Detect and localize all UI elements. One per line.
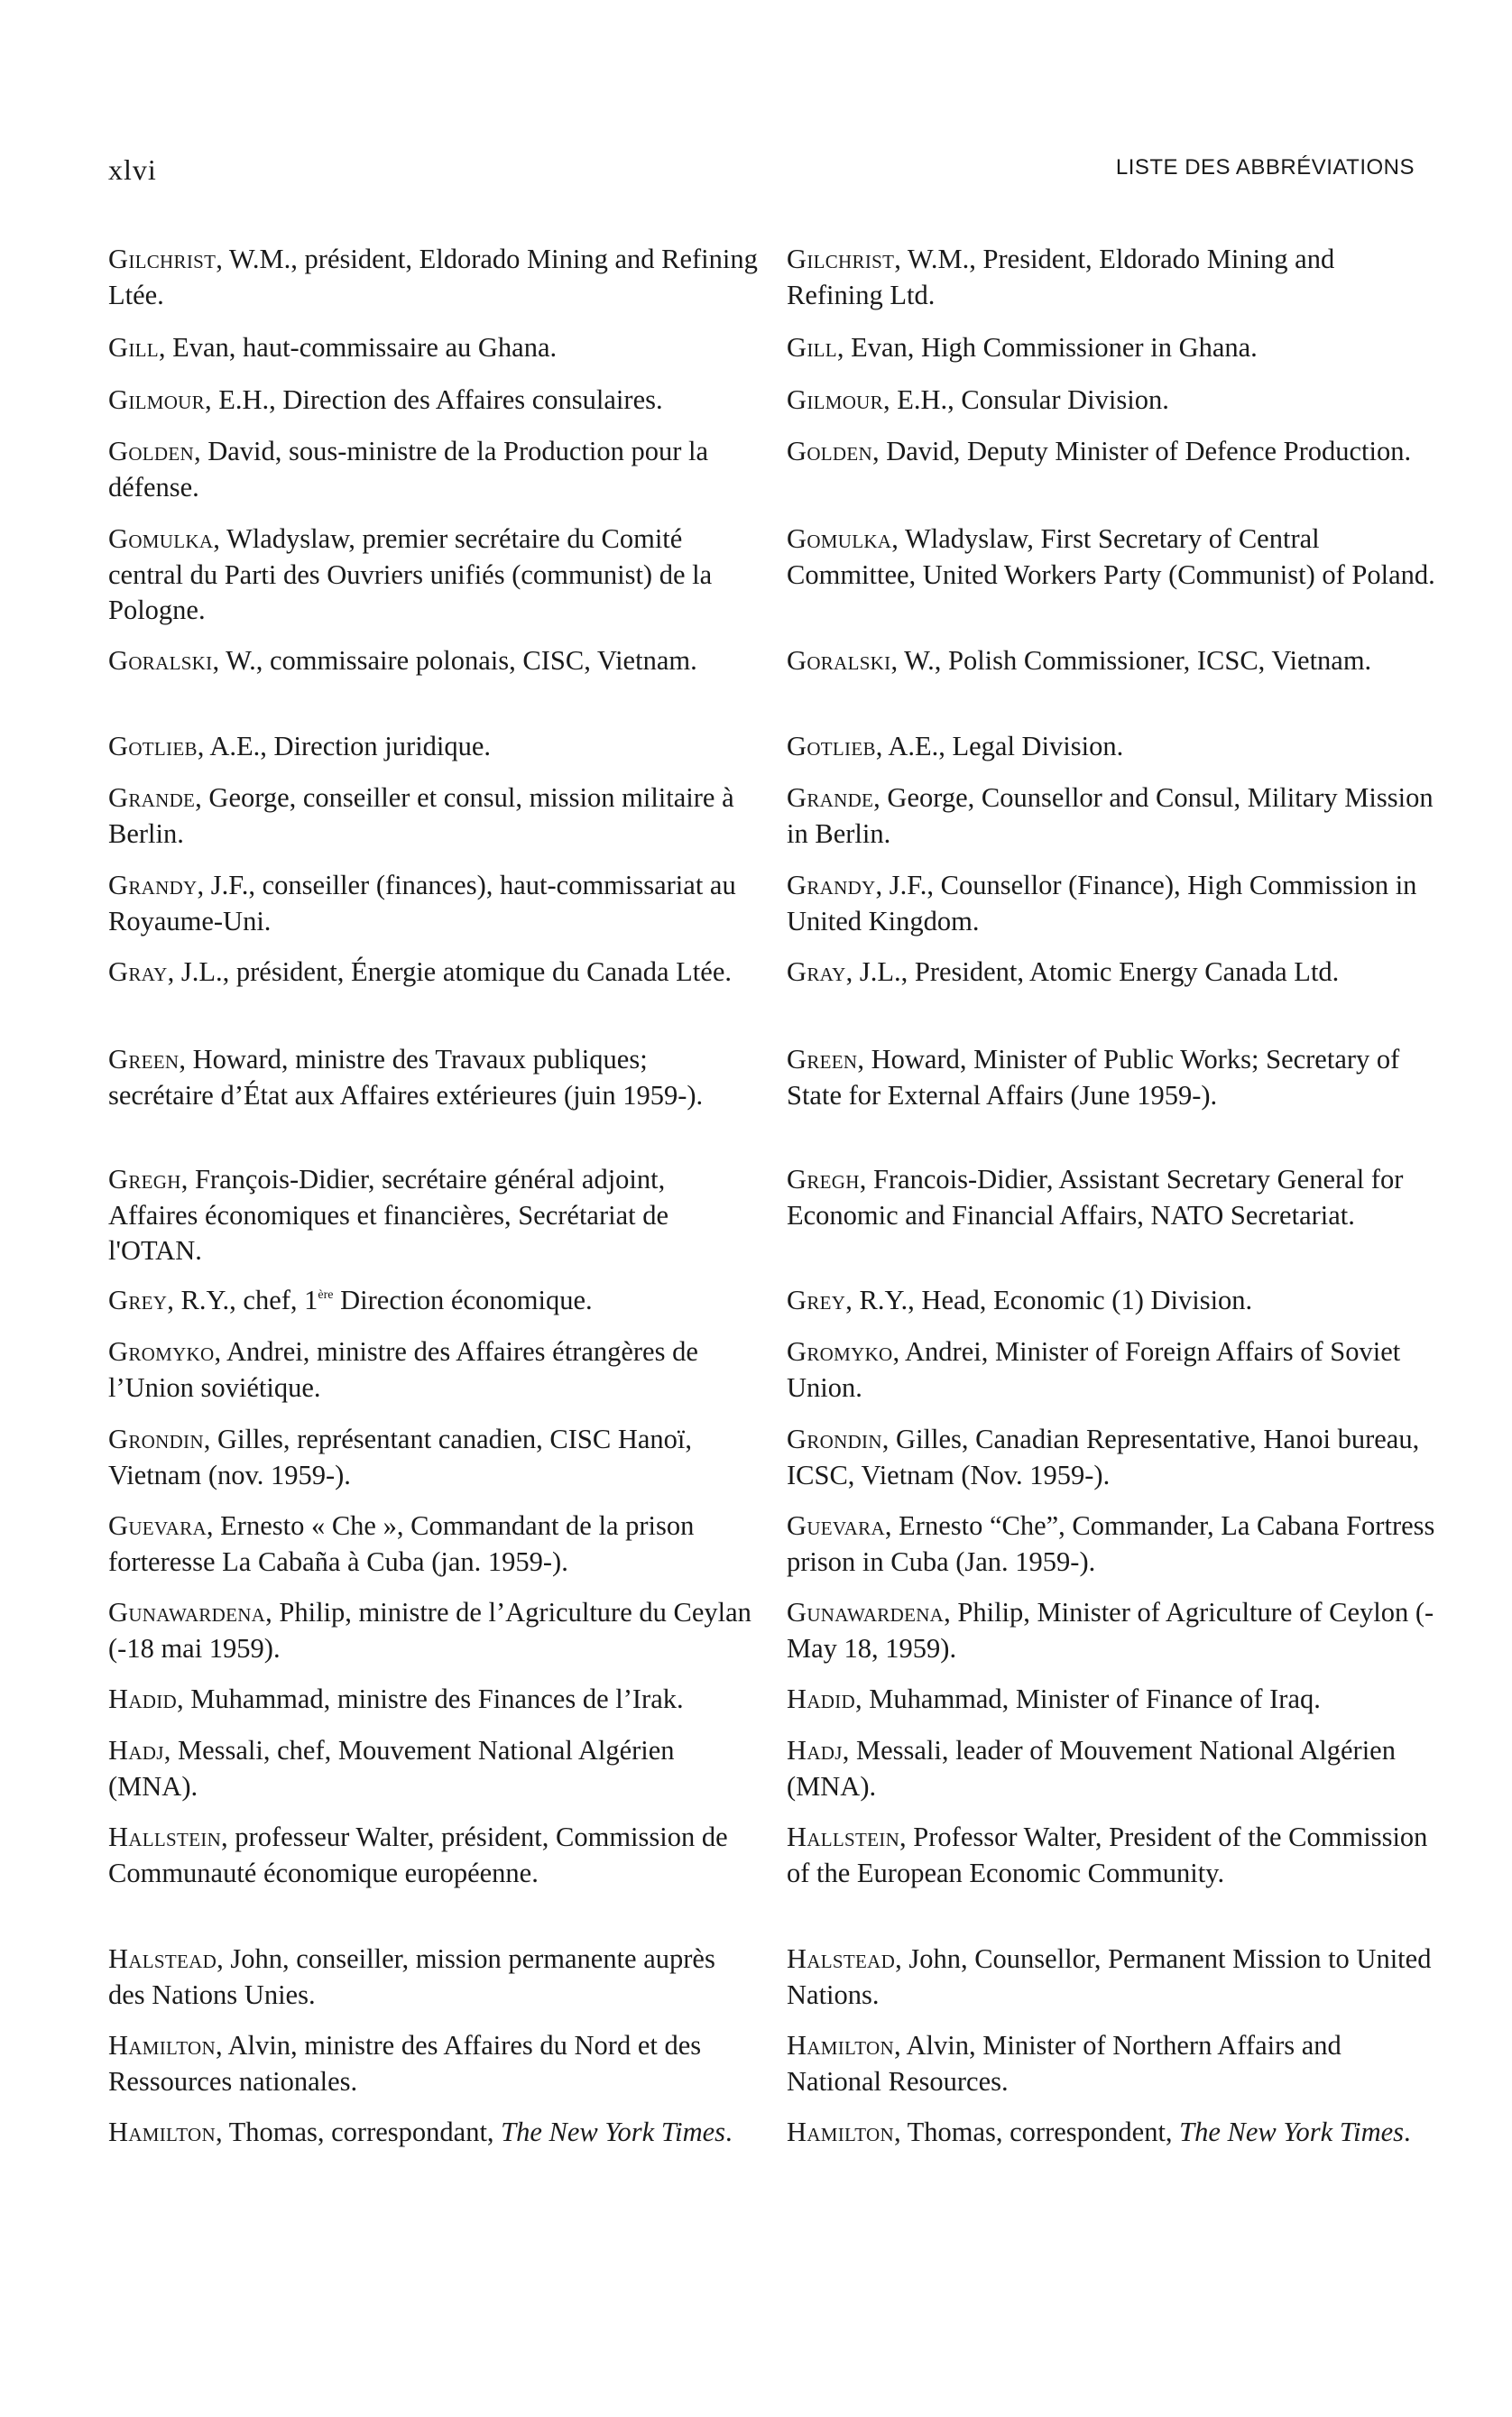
entry-name: Gromyko <box>787 1336 893 1367</box>
entry-fr: Goralski, W., commissaire polonais, CISC, Vietnam. <box>108 645 697 676</box>
entry-name: Hadid <box>108 1684 178 1714</box>
entry-en: Gray, J.L., President, Atomic Energy Canada Ltd. <box>787 956 1340 987</box>
entry-name: Gill <box>787 332 837 363</box>
entry-en: Hallstein, Professor Walter, President of the Commission of the European Economic Community. <box>787 1822 1428 1888</box>
entry-name: Hadj <box>108 1735 164 1766</box>
entry-fr: Gromyko, Andrei, ministre des Affaires étrangères de l’Union soviétique. <box>108 1336 698 1403</box>
entry-fr: Grondin, Gilles, représentant canadien, CISC Hanoï, Vietnam (nov. 1959-). <box>108 1424 693 1490</box>
entry-name: Green <box>108 1044 180 1075</box>
entry-en: Gomulka, Wladyslaw, First Secretary of Central Committee, United Workers Party (Communist) of Poland. <box>787 523 1435 590</box>
entry-en: Gilmour, E.H., Consular Division. <box>787 384 1169 415</box>
entry-fr: Grandy, J.F., conseiller (finances), haut-commissariat au Royaume-Uni. <box>108 870 736 936</box>
entry-name: Golden <box>787 436 872 466</box>
entry-en: Guevara, Ernesto “Che”, Commander, La Cabana Fortress prison in Cuba (Jan. 1959-). <box>787 1510 1435 1577</box>
entry-name: Guevara <box>787 1510 885 1541</box>
entry-name: Halstead <box>108 1943 217 1974</box>
entry-fr: Guevara, Ernesto « Che », Commandant de la prison forteresse La Cabaña à Cuba (jan. 1959-). <box>108 1510 695 1577</box>
entry-en: Goralski, W., Polish Commissioner, ICSC, Vietnam. <box>787 645 1372 676</box>
entry-name: Hamilton <box>787 2030 894 2061</box>
entry-name: Gomulka <box>108 523 214 554</box>
entry-name: Gilchrist <box>108 244 217 274</box>
entry-fr: Hadid, Muhammad, ministre des Finances de l’Irak. <box>108 1684 684 1714</box>
entry-fr: Gilchrist, W.M., président, Eldorado Mining and Refining Ltée. <box>108 244 758 310</box>
entry-name: Gray <box>108 956 168 987</box>
page-number: xlvi <box>108 153 157 186</box>
entry-name: Grandy <box>787 870 876 900</box>
entry-name: Hamilton <box>787 2117 894 2147</box>
entry-fr: Hallstein, professeur Walter, président, Commission de Communauté économique européenne. <box>108 1822 728 1888</box>
entry-en: Grande, George, Counsellor and Consul, Military Mission in Berlin. <box>787 782 1434 849</box>
entry-en: Hadid, Muhammad, Minister of Finance of Iraq. <box>787 1684 1321 1714</box>
entry-fr: Gunawardena, Philip, ministre de l’Agriculture du Ceylan (-18 mai 1959). <box>108 1597 751 1664</box>
entry-en: Hadj, Messali, leader of Mouvement National Algérien (MNA). <box>787 1735 1396 1802</box>
entry-name: Grey <box>787 1285 846 1315</box>
entry-name: Goralski <box>787 645 891 676</box>
entry-en: Grondin, Gilles, Canadian Representative, Hanoi bureau, ICSC, Vietnam (Nov. 1959-). <box>787 1424 1420 1490</box>
entry-en: Gotlieb, A.E., Legal Division. <box>787 731 1124 761</box>
entry-name: Gotlieb <box>108 731 198 761</box>
entry-fr: Hamilton, Thomas, correspondant, The New York Times. <box>108 2117 733 2147</box>
entry-en: Grey, R.Y., Head, Economic (1) Division. <box>787 1285 1253 1315</box>
entry-fr: Gregh, François-Didier, secrétaire général adjoint, Affaires économiques et financières, Secrétariat de l'OTAN. <box>108 1164 669 1266</box>
entry-fr: Grande, George, conseiller et consul, mission militaire à Berlin. <box>108 782 734 849</box>
entry-name: Gunawardena <box>787 1597 945 1628</box>
running-head: LISTE DES ABBRÉVIATIONS <box>1115 155 1415 180</box>
entry-fr: Halstead, John, conseiller, mission permanente auprès des Nations Unies. <box>108 1943 715 2010</box>
entry-name: Hallstein <box>787 1822 900 1852</box>
entry-name: Gregh <box>108 1164 181 1195</box>
entry-name: Gilmour <box>787 384 883 415</box>
entry-name: Gregh <box>787 1164 860 1195</box>
entry-fr: Gilmour, E.H., Direction des Affaires consulaires. <box>108 384 663 415</box>
entry-en: Gunawardena, Philip, Minister of Agriculture of Ceylon (-May 18, 1959). <box>787 1597 1434 1664</box>
entry-fr: Hamilton, Alvin, ministre des Affaires du Nord et des Ressources nationales. <box>108 2030 702 2097</box>
entry-name: Hadid <box>787 1684 856 1714</box>
entry-name: Gilchrist <box>787 244 895 274</box>
entry-en: Golden, David, Deputy Minister of Defence Production. <box>787 436 1412 466</box>
entry-name: Grandy <box>108 870 198 900</box>
entry-en: Halstead, John, Counsellor, Permanent Mission to United Nations. <box>787 1943 1432 2010</box>
entry-name: Grande <box>108 782 196 813</box>
entry-name: Hamilton <box>108 2030 216 2061</box>
entry-en: Gregh, Francois-Didier, Assistant Secretary General for Economic and Financial Affairs, NATO Secretariat. <box>787 1164 1404 1231</box>
entry-en: Gromyko, Andrei, Minister of Foreign Affairs of Soviet Union. <box>787 1336 1401 1403</box>
entry-fr: Hadj, Messali, chef, Mouvement National Algérien (MNA). <box>108 1735 675 1802</box>
entry-name: Hamilton <box>108 2117 216 2147</box>
entry-fr: Gomulka, Wladyslaw, premier secrétaire du Comité central du Parti des Ouvriers unifiés (communist) de la Pologne. <box>108 523 713 625</box>
entry-name: Gomulka <box>787 523 892 554</box>
entry-fr: Gotlieb, A.E., Direction juridique. <box>108 731 492 761</box>
entry-name: Gilmour <box>108 384 205 415</box>
entry-fr: Green, Howard, ministre des Travaux publiques; secrétaire d’État aux Affaires extérieures (juin 1959-). <box>108 1044 704 1111</box>
entry-en: Grandy, J.F., Counsellor (Finance), High Commission in United Kingdom. <box>787 870 1417 936</box>
entry-name: Gotlieb <box>787 731 876 761</box>
entry-en: Gill, Evan, High Commissioner in Ghana. <box>787 332 1258 363</box>
entry-name: Goralski <box>108 645 213 676</box>
entry-name: Golden <box>108 436 194 466</box>
entry-name: Hadj <box>787 1735 843 1766</box>
entry-en: Hamilton, Alvin, Minister of Northern Affairs and National Resources. <box>787 2030 1341 2097</box>
entry-name: Grondin <box>108 1424 204 1454</box>
entry-name: Green <box>787 1044 858 1075</box>
entry-name: Gromyko <box>108 1336 215 1367</box>
entry-fr: Gray, J.L., président, Énergie atomique du Canada Ltée. <box>108 956 732 987</box>
entry-name: Guevara <box>108 1510 207 1541</box>
entry-fr: Gill, Evan, haut-commissaire au Ghana. <box>108 332 558 363</box>
entry-name: Grey <box>108 1285 168 1315</box>
entry-name: Grondin <box>787 1424 882 1454</box>
entry-name: Grande <box>787 782 874 813</box>
entry-fr: Golden, David, sous-ministre de la Production pour la défense. <box>108 436 709 503</box>
entry-en: Green, Howard, Minister of Public Works; Secretary of State for External Affairs (June 1959-). <box>787 1044 1400 1111</box>
entry-en: Gilchrist, W.M., President, Eldorado Mining and Refining Ltd. <box>787 244 1335 310</box>
entry-name: Gray <box>787 956 846 987</box>
entry-name: Gunawardena <box>108 1597 266 1628</box>
entry-fr: Grey, R.Y., chef, 1ère Direction économique. <box>108 1285 593 1315</box>
entry-name: Hallstein <box>108 1822 222 1852</box>
entry-name: Halstead <box>787 1943 896 1974</box>
entry-name: Gill <box>108 332 159 363</box>
entry-en: Hamilton, Thomas, correspondent, The New York Times. <box>787 2117 1411 2147</box>
